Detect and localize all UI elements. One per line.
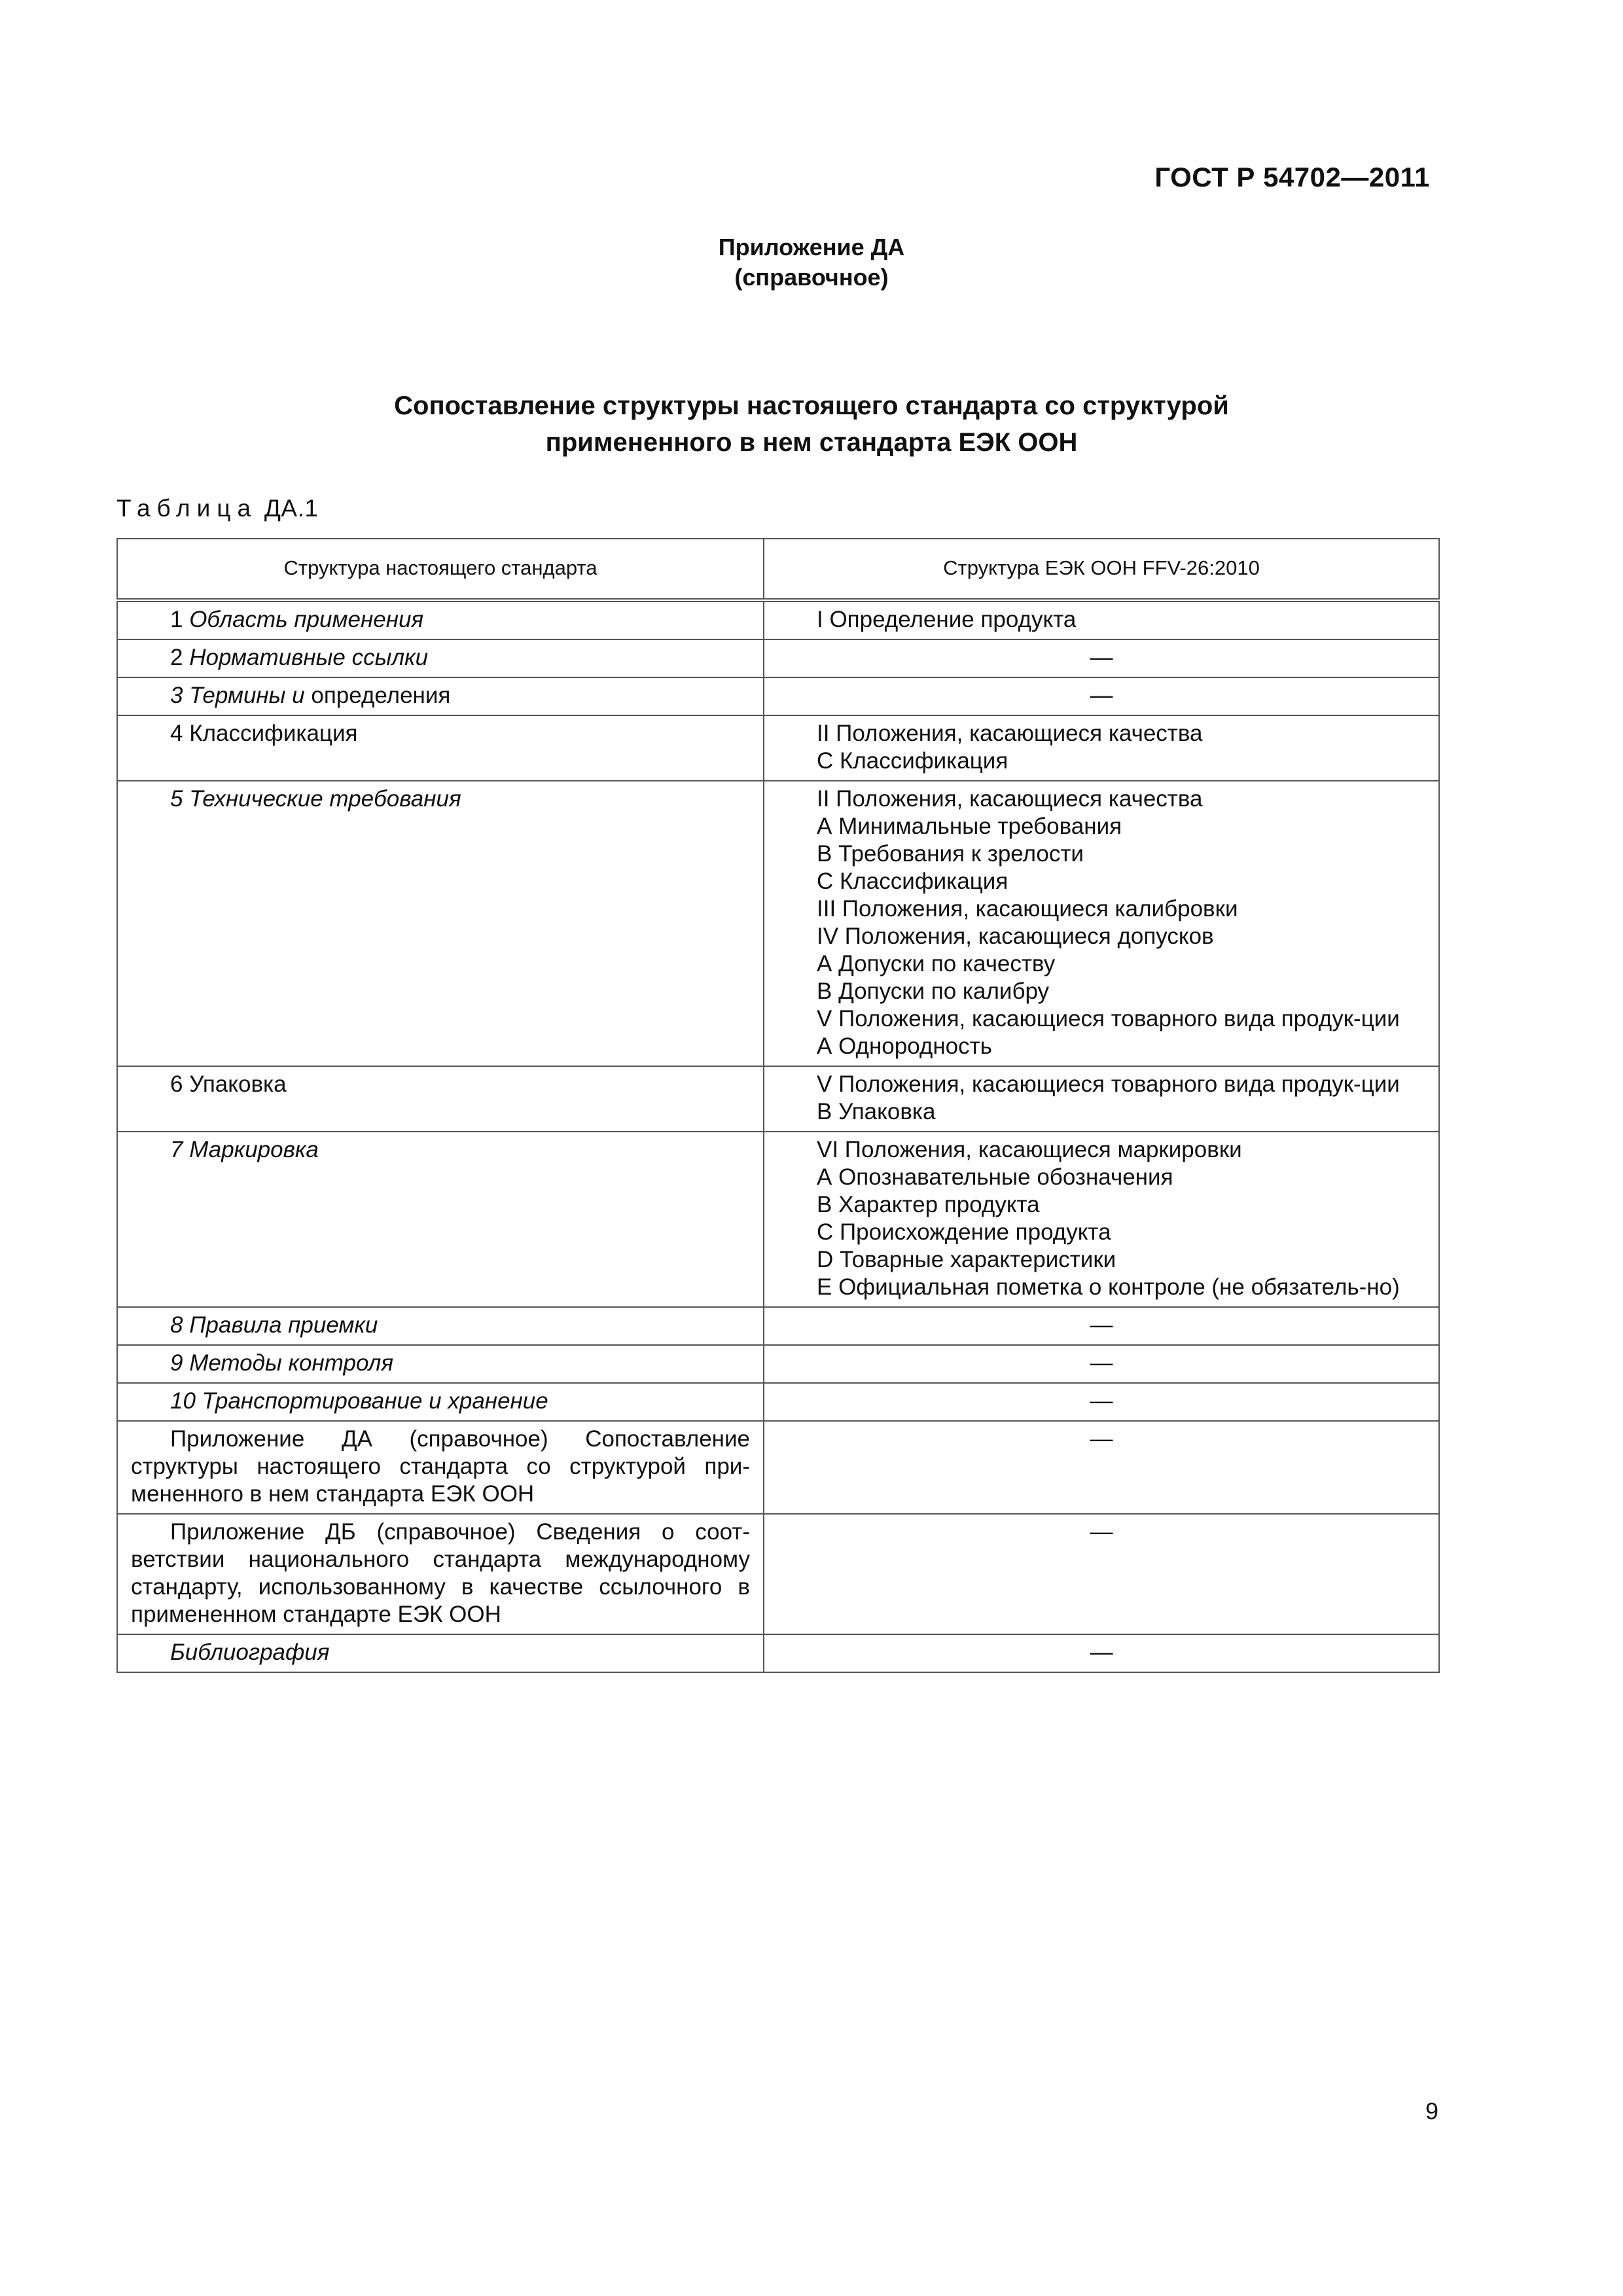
unece-item: С Происхождение продукта bbox=[817, 1219, 1111, 1245]
unece-item: А Допуски по качеству bbox=[817, 951, 1056, 977]
unece-item: В Упаковка bbox=[817, 1099, 936, 1124]
table-row bbox=[117, 677, 1439, 715]
right-cell-dash: — bbox=[764, 1307, 1439, 1345]
right-cell bbox=[764, 715, 1439, 781]
unece-item: В Требования к зрелости bbox=[817, 841, 1084, 867]
right-cell bbox=[764, 781, 1439, 1066]
right-cell-dash: — bbox=[764, 639, 1439, 677]
unece-item: IV Положения, касающиеся допусков bbox=[817, 924, 1214, 949]
unece-item: А Минимальные требования bbox=[817, 814, 1122, 839]
right-cell-dash: — bbox=[764, 1634, 1439, 1672]
table-row bbox=[117, 1383, 1439, 1421]
table-row bbox=[117, 1634, 1439, 1672]
section-title: 5 Технические требования bbox=[170, 786, 461, 812]
section-title: Область применения bbox=[189, 607, 424, 632]
table-header-row bbox=[117, 539, 1439, 600]
left-cell bbox=[117, 1514, 764, 1634]
unece-item: Е Официальная пометка о контроле (не обязатель-но) bbox=[817, 1274, 1400, 1300]
page-number: 9 bbox=[1425, 2098, 1438, 2125]
table-row bbox=[117, 1066, 1439, 1132]
right-cell-dash: — bbox=[764, 677, 1439, 715]
section-title: Библиография bbox=[170, 1640, 330, 1665]
section-title: 6 Упаковка bbox=[170, 1071, 287, 1097]
appendix-title: Приложение ДА bbox=[718, 234, 905, 260]
section-title-italic: Термины и bbox=[189, 683, 305, 708]
unece-item: II Положения, касающиеся качества bbox=[817, 721, 1203, 746]
appendix-main-title bbox=[0, 387, 1623, 461]
title-line-2: примененного в нем стандарта ЕЭК ООН bbox=[545, 428, 1078, 457]
section-title: Приложение ДА (справочное) Сопоставление структуры настоящего стандарта со структурой при-мененного в нем стандарта ЕЭК ООН bbox=[131, 1426, 750, 1507]
unece-item: VI Положения, касающиеся маркировки bbox=[817, 1137, 1242, 1162]
unece-item: D Товарные характеристики bbox=[817, 1247, 1116, 1272]
document-code: ГОСТ Р 54702—2011 bbox=[1154, 162, 1430, 192]
unece-item: V Положения, касающиеся товарного вида продук-ции bbox=[817, 1071, 1400, 1097]
unece-item: В Допуски по калибру bbox=[817, 978, 1050, 1004]
col-header-unece-standard: Структура ЕЭК ООН FFV-26:2010 bbox=[764, 539, 1439, 600]
col-header-this-standard: Структура настоящего стандарта bbox=[117, 539, 764, 600]
unece-item: I Определение продукта bbox=[817, 607, 1077, 632]
table-row bbox=[117, 715, 1439, 781]
table-row bbox=[117, 600, 1439, 639]
left-cell bbox=[117, 715, 764, 781]
table-row bbox=[117, 1421, 1439, 1514]
section-number: 2 bbox=[170, 645, 183, 670]
right-cell-dash: — bbox=[764, 1345, 1439, 1383]
unece-item: В Характер продукта bbox=[817, 1192, 1040, 1217]
unece-item: С Классификация bbox=[817, 748, 1008, 774]
section-title: 8 Правила приемки bbox=[170, 1312, 378, 1338]
right-cell bbox=[764, 1132, 1439, 1307]
left-cell bbox=[117, 1421, 764, 1514]
unece-item: V Положения, касающиеся товарного вида продук-ции bbox=[817, 1006, 1400, 1031]
title-line-1: Сопоставление структуры настоящего стандарта со структурой bbox=[394, 391, 1229, 420]
section-number: 3 bbox=[170, 683, 183, 708]
appendix-status: (справочное) bbox=[734, 264, 889, 291]
section-title: 10 Транспортирование и хранение bbox=[170, 1388, 548, 1414]
section-title: 7 Маркировка bbox=[170, 1137, 319, 1162]
left-cell bbox=[117, 1383, 764, 1421]
right-cell-dash: — bbox=[764, 1383, 1439, 1421]
table-row bbox=[117, 1345, 1439, 1383]
section-title: Нормативные ссылки bbox=[189, 645, 429, 670]
table-row bbox=[117, 781, 1439, 1066]
section-title: 9 Методы контроля bbox=[170, 1350, 394, 1376]
table-caption bbox=[116, 495, 318, 522]
left-cell bbox=[117, 1066, 764, 1132]
table-caption-word: Таблица bbox=[116, 495, 258, 522]
section-number: 1 bbox=[170, 607, 183, 632]
table-caption-number: ДА.1 bbox=[264, 495, 319, 522]
table-row bbox=[117, 1514, 1439, 1634]
left-cell bbox=[117, 781, 764, 1066]
right-cell-dash: — bbox=[764, 1514, 1439, 1634]
left-cell bbox=[117, 677, 764, 715]
unece-item: А Однородность bbox=[817, 1033, 992, 1059]
structure-comparison-table bbox=[116, 538, 1440, 1673]
left-cell bbox=[117, 639, 764, 677]
left-cell bbox=[117, 1307, 764, 1345]
left-cell bbox=[117, 1345, 764, 1383]
left-cell bbox=[117, 600, 764, 639]
unece-item: II Положения, касающиеся качества bbox=[817, 786, 1203, 812]
table-row bbox=[117, 1307, 1439, 1345]
table-row bbox=[117, 639, 1439, 677]
left-cell bbox=[117, 1132, 764, 1307]
table-row bbox=[117, 1132, 1439, 1307]
right-cell bbox=[764, 600, 1439, 639]
right-cell-dash: — bbox=[764, 1421, 1439, 1514]
unece-item: А Опознавательные обозначения bbox=[817, 1164, 1173, 1190]
section-title: 4 Классификация bbox=[170, 721, 358, 746]
section-title: Приложение ДБ (справочное) Сведения о соот-ветствии национального стандарта международному стандарту, использованному в качестве ссылочного в примененном стандарте ЕЭК ООН bbox=[131, 1519, 750, 1627]
left-cell bbox=[117, 1634, 764, 1672]
appendix-heading bbox=[0, 232, 1623, 293]
right-cell bbox=[764, 1066, 1439, 1132]
unece-item: С Классификация bbox=[817, 869, 1008, 894]
section-title-regular: определения bbox=[311, 683, 451, 708]
unece-item: III Положения, касающиеся калибровки bbox=[817, 896, 1238, 922]
